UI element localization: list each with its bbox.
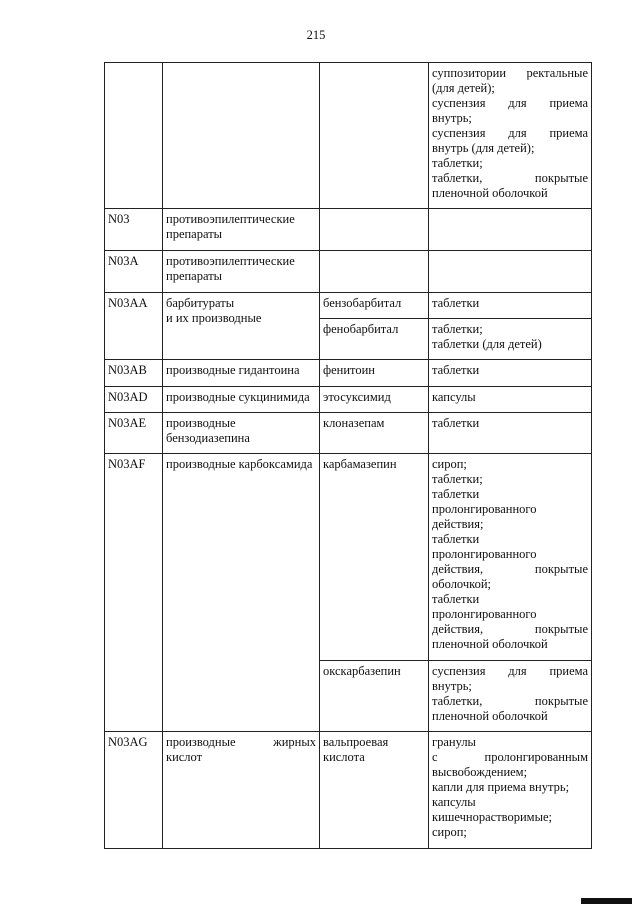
group-cell bbox=[163, 251, 320, 293]
scan-edge-mark bbox=[581, 898, 632, 904]
form-line: оболочкой; bbox=[432, 577, 491, 591]
atc-code-cell: N03A bbox=[105, 251, 163, 293]
forms-cell bbox=[429, 661, 592, 732]
drug-cell: этосуксимид bbox=[320, 387, 429, 413]
group-line: бензодиазепина bbox=[166, 431, 250, 445]
form-line: с пролонгированным bbox=[432, 750, 588, 764]
form-line: сироп; bbox=[432, 457, 467, 471]
forms-cell bbox=[429, 732, 592, 849]
forms-cell: таблетки bbox=[429, 360, 592, 387]
form-line: пролонгированного bbox=[432, 502, 537, 516]
form-line: действия, покрытые bbox=[432, 622, 588, 636]
group-cell: производные сукцинимида bbox=[163, 387, 320, 413]
group-line: и их производные bbox=[166, 311, 262, 325]
drug-cell: фенобарбитал bbox=[320, 319, 429, 360]
forms-cell: таблетки bbox=[429, 413, 592, 454]
drug-line: вальпроевая bbox=[323, 735, 389, 749]
group-line: препараты bbox=[166, 269, 223, 283]
form-line: таблетки (для детей) bbox=[432, 337, 542, 351]
drug-cell bbox=[320, 209, 429, 251]
form-line: внутрь; bbox=[432, 111, 472, 125]
atc-code-cell: N03AA bbox=[105, 293, 163, 360]
table-row bbox=[105, 360, 592, 387]
forms-cell bbox=[429, 209, 592, 251]
form-line: суппозитории ректальные bbox=[432, 66, 588, 80]
table-row bbox=[105, 293, 592, 319]
form-line: кишечнорастворимые; bbox=[432, 810, 552, 824]
group-cell: производные гидантоина bbox=[163, 360, 320, 387]
page-number: 215 bbox=[306, 28, 326, 42]
form-line: суспензия для приема bbox=[432, 96, 588, 110]
forms-cell bbox=[429, 251, 592, 293]
drug-cell: окскарбазепин bbox=[320, 661, 429, 732]
form-line: таблетки bbox=[432, 487, 480, 501]
group-cell bbox=[163, 293, 320, 360]
form-line: (для детей); bbox=[432, 81, 495, 95]
table-row bbox=[105, 63, 592, 209]
drug-cell: карбамазепин bbox=[320, 454, 429, 661]
atc-code-cell: N03 bbox=[105, 209, 163, 251]
table-row bbox=[105, 413, 592, 454]
form-line: таблетки; bbox=[432, 322, 483, 336]
form-line: таблетки; bbox=[432, 472, 483, 486]
drug-cell bbox=[320, 732, 429, 849]
form-line: суспензия для приема bbox=[432, 664, 588, 678]
form-line: пленочной оболочкой bbox=[432, 709, 548, 723]
atc-code-cell bbox=[105, 63, 163, 209]
form-line: пленочной оболочкой bbox=[432, 186, 548, 200]
table-row bbox=[105, 209, 592, 251]
drug-cell bbox=[320, 63, 429, 209]
atc-code-cell: N03AE bbox=[105, 413, 163, 454]
form-line: пролонгированного bbox=[432, 607, 537, 621]
form-line: таблетки, покрытые bbox=[432, 171, 588, 185]
table-row bbox=[105, 454, 592, 661]
form-line: таблетки bbox=[432, 592, 480, 606]
form-line: действия, покрытые bbox=[432, 562, 588, 576]
atc-code-cell: N03AB bbox=[105, 360, 163, 387]
drug-cell: бензобарбитал bbox=[320, 293, 429, 319]
group-cell bbox=[163, 732, 320, 849]
drug-cell: клоназепам bbox=[320, 413, 429, 454]
form-line: капсулы bbox=[432, 795, 476, 809]
atc-code-cell: N03AF bbox=[105, 454, 163, 732]
group-line: производные bbox=[166, 416, 236, 430]
group-line: производные жирных bbox=[166, 735, 316, 749]
forms-cell: капсулы bbox=[429, 387, 592, 413]
form-line: суспензия для приема bbox=[432, 126, 588, 140]
form-line: действия; bbox=[432, 517, 484, 531]
forms-cell bbox=[429, 63, 592, 209]
group-line: кислот bbox=[166, 750, 203, 764]
group-cell: производные карбоксамида bbox=[163, 454, 320, 732]
drug-table bbox=[104, 62, 592, 849]
group-line: препараты bbox=[166, 227, 223, 241]
forms-cell: таблетки bbox=[429, 293, 592, 319]
forms-cell bbox=[429, 319, 592, 360]
group-cell bbox=[163, 63, 320, 209]
drug-cell: фенитоин bbox=[320, 360, 429, 387]
group-line: противоэпилептические bbox=[166, 254, 295, 268]
group-cell bbox=[163, 413, 320, 454]
group-line: противоэпилептические bbox=[166, 212, 295, 226]
group-line: барбитураты bbox=[166, 296, 235, 310]
form-line: сироп; bbox=[432, 825, 467, 839]
table-row bbox=[105, 387, 592, 413]
table-row bbox=[105, 732, 592, 849]
table-row bbox=[105, 251, 592, 293]
atc-code-cell: N03AG bbox=[105, 732, 163, 849]
group-cell bbox=[163, 209, 320, 251]
form-line: таблетки bbox=[432, 532, 480, 546]
form-line: капли для приема внутрь; bbox=[432, 780, 570, 794]
drug-line: кислота bbox=[323, 750, 365, 764]
form-line: внутрь (для детей); bbox=[432, 141, 535, 155]
atc-code-cell: N03AD bbox=[105, 387, 163, 413]
drug-cell bbox=[320, 251, 429, 293]
form-line: пленочной оболочкой bbox=[432, 637, 548, 651]
form-line: гранулы bbox=[432, 735, 476, 749]
form-line: пролонгированного bbox=[432, 547, 537, 561]
form-line: таблетки; bbox=[432, 156, 483, 170]
forms-cell bbox=[429, 454, 592, 661]
form-line: высвобождением; bbox=[432, 765, 528, 779]
form-line: таблетки, покрытые bbox=[432, 694, 588, 708]
form-line: внутрь; bbox=[432, 679, 472, 693]
